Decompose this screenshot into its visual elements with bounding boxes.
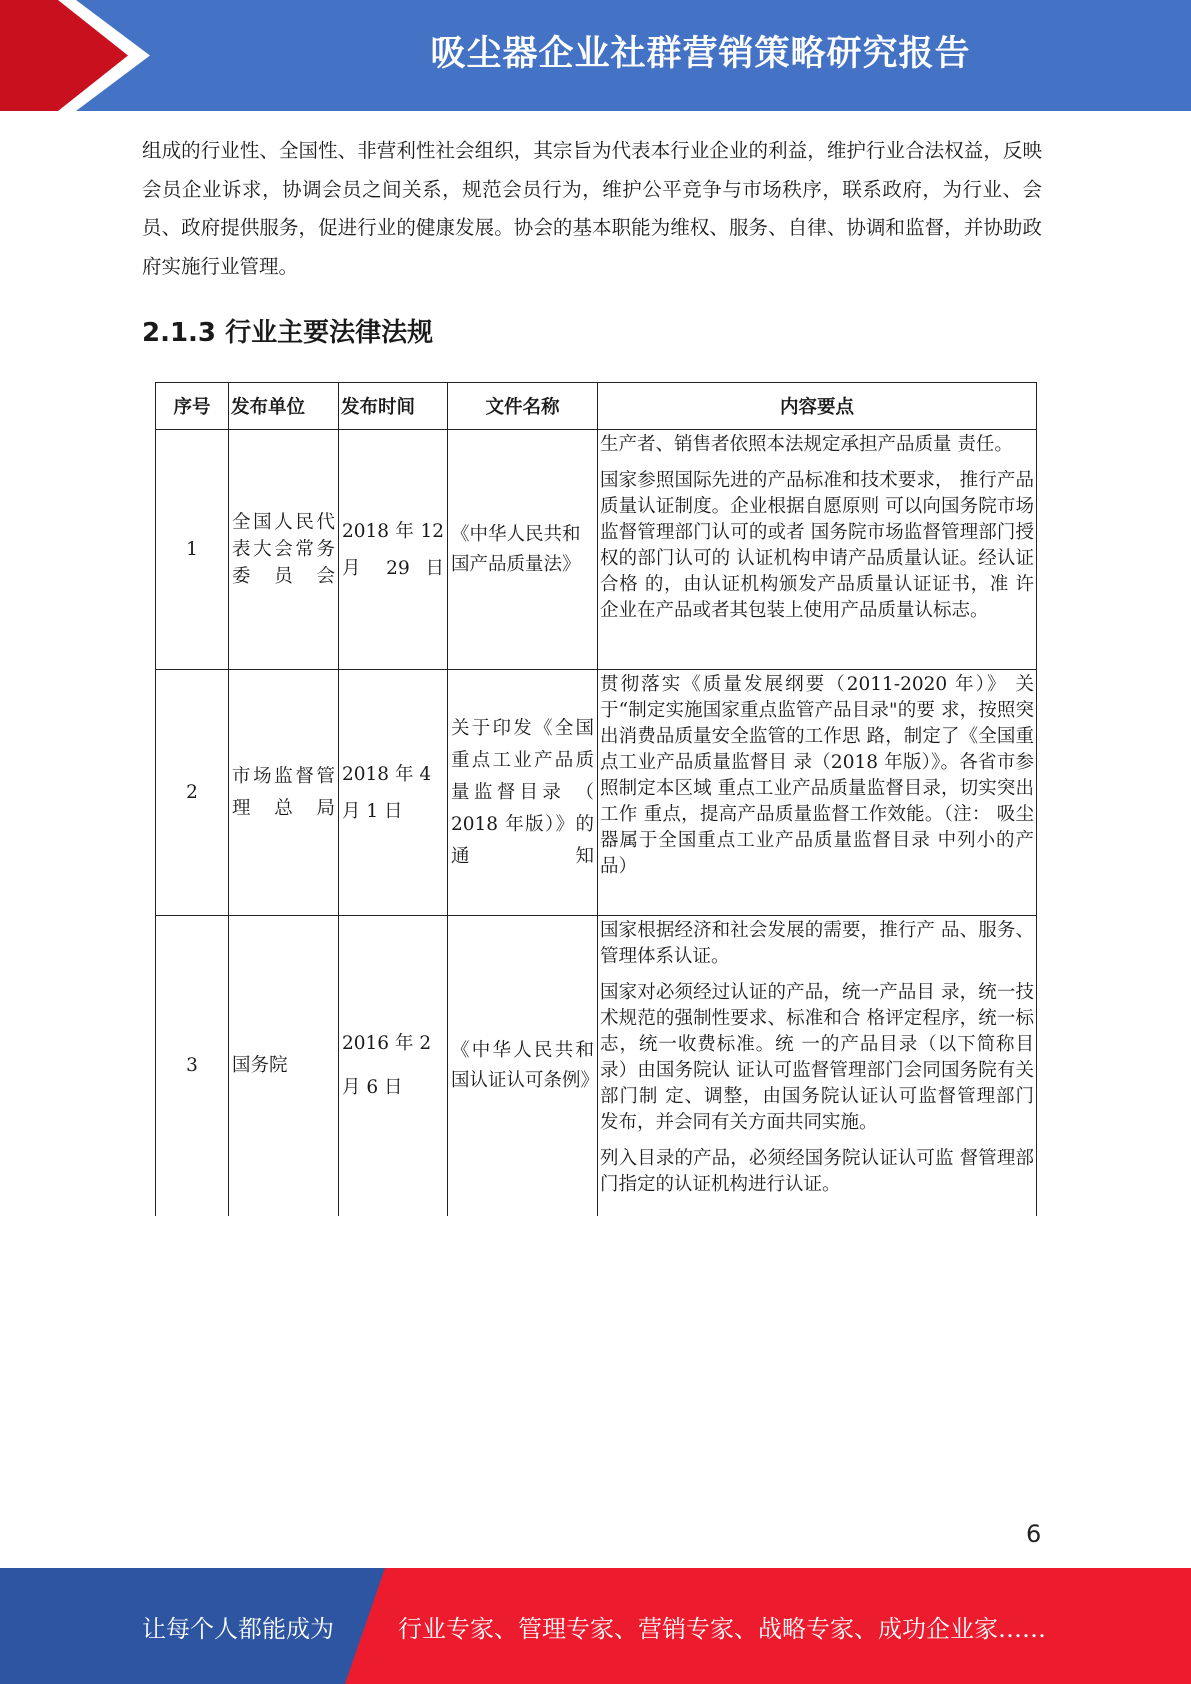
content-point: 贯彻落实《质量发展纲要（2011-2020 年）》 关于“制定实施国家重点监管产品目录"的要 求，按照突出消费品质量安全监管的工作思 路，制定了《全国重点工业产品质量监督目 录（2018 年版）》。各省市参照制定本区域 重点工业产品质量监督目录，切实突出工作 重点，提高产品质量监督工作效能。（注： 吸尘器属于全国重点工业产品质量监督目录 中列小的产品）: [600, 674, 1034, 877]
table-row: [156, 670, 1037, 916]
content-point: 国家对必须经过认证的产品，统一产品目 录，统一技术规范的强制性要求、标准和合 格评定程序，统一标志，统一收费标准。统 一的产品目录（以下简称目录）由国务院认 证认可监督管理部门会同国务院有关部门制 定、调整，由国务院认证认可监督管理部门 发布，并会同有关方面共同实施。: [600, 982, 1034, 1133]
header-org: 发布单位: [229, 383, 339, 430]
header-doc: 文件名称: [448, 383, 598, 430]
row-doc: 关于印发《全国重点工业产品质量监督目录 （ 2018 年版）》的通知: [448, 670, 598, 916]
header-date: 发布时间: [339, 383, 448, 430]
page-number: 6: [1026, 1520, 1042, 1548]
footer-banner: [0, 1568, 1191, 1684]
table-row: [156, 916, 1037, 1216]
row-date: 2016 年 2 月 6 日: [339, 916, 448, 1216]
row-num: 1: [156, 430, 229, 670]
header-banner: [0, 0, 1191, 111]
body-paragraph: 组成的行业性、全国性、非营利性社会组织，其宗旨为代表本行业企业的利益，维护行业合法权益，反映会员企业诉求，协调会员之间关系，规范会员行为，维护公平竞争与市场秩序，联系政府，为行业、会员、政府提供服务，促进行业的健康发展。协会的基本职能为维权、服务、自律、协调和监督，并协助政府实施行业管理。: [142, 139, 1042, 278]
row-doc: 《中华人民共和国认证认可条例》: [448, 916, 598, 1216]
footer-slogan-right: 行业专家、管理专家、营销专家、战略专家、成功企业家……: [398, 1615, 1046, 1643]
laws-table: [155, 382, 1037, 1216]
row-date: 2018 年 4 月 1 日: [339, 670, 448, 916]
header-num: 序号: [156, 383, 229, 430]
content-point: 国家根据经济和社会发展的需要，推行产 品、服务、管理体系认证。: [600, 920, 1034, 967]
section-heading: 2.1.3 行业主要法律法规: [142, 318, 434, 348]
row-date: 2018 年 12 月 29 日: [339, 430, 448, 670]
footer-slogan-left: 让每个人都能成为: [142, 1615, 334, 1643]
header-content: 内容要点: [598, 383, 1037, 430]
row-doc: 《中华人民共和国产品质量法》: [448, 430, 598, 670]
content-point: 生产者、销售者依照本法规定承担产品质量 责任。: [600, 434, 1013, 455]
row-content: [598, 670, 1037, 916]
row-org: 全国人民代表大会常务委员会: [229, 430, 339, 670]
content-point: 国家参照国际先进的产品标准和技术要求， 推行产品质量认证制度。企业根据自愿原则 可以向国务院市场监督管理部门认可的或者 国务院市场监督管理部门授权的部门认可的 认证机构申请产品质量认证。经认证合格 的，由认证机构颁发产品质量认证证书，准 许企业在产品或者其包装上使用产品质量认标志。: [600, 470, 1034, 621]
row-org: 市场监督管理总局: [229, 670, 339, 916]
row-org: 国务院: [229, 916, 339, 1216]
row-num: 2: [156, 670, 229, 916]
row-content: [598, 430, 1037, 670]
row-content: [598, 916, 1037, 1216]
chevron-red-decoration: [0, 0, 128, 111]
report-title: 吸尘器企业社群营销策略研究报告: [430, 34, 971, 74]
table-header-row: [156, 383, 1037, 430]
table-row: [156, 430, 1037, 670]
content-point: 列入目录的产品，必须经国务院认证认可监 督管理部门指定的认证机构进行认证。: [600, 1148, 1034, 1195]
row-num: 3: [156, 916, 229, 1216]
